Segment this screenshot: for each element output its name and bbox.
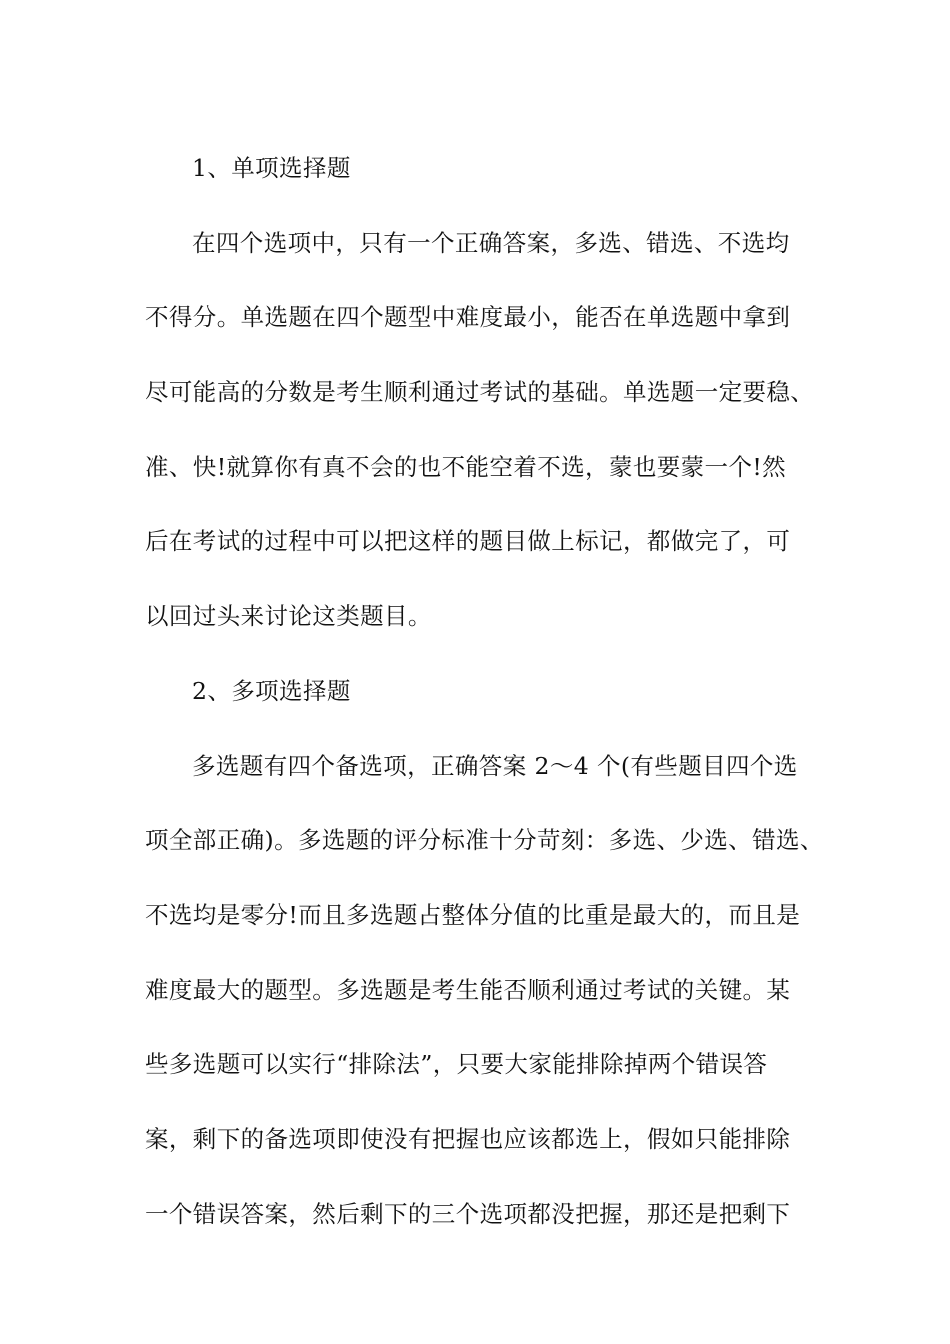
paragraph-line: 后在考试的过程中可以把这样的题目做上标记，都做完了，可 xyxy=(145,527,791,556)
paragraph-line: 难度最大的题型。多选题是考生能否顺利通过考试的关键。某 xyxy=(145,975,791,1004)
paragraph-line: 准、快!就算你有真不会的也不能空着不选，蒙也要蒙一个!然 xyxy=(145,452,787,481)
paragraph-line: 在四个选项中，只有一个正确答案，多选、错选、不选均 xyxy=(192,228,790,257)
paragraph-line: 不得分。单选题在四个题型中难度最小，能否在单选题中拿到 xyxy=(145,303,791,332)
paragraph-line: 以回过头来讨论这类题目。 xyxy=(145,602,432,631)
document-body xyxy=(145,131,825,1251)
section-heading-multiple-choice: 2、多项选择题 xyxy=(192,676,351,705)
paragraph-line: 案，剩下的备选项即使没有把握也应该都选上，假如只能排除 xyxy=(145,1124,791,1153)
section-heading-single-choice: 1、单项选择题 xyxy=(192,154,351,182)
paragraph-line: 一个错误答案，然后剩下的三个选项都没把握，那还是把剩下 xyxy=(145,1199,791,1228)
paragraph-line: 项全部正确)。多选题的评分标准十分苛刻：多选、少选、错选、 xyxy=(145,826,824,855)
paragraph-line: 尽可能高的分数是考生顺利通过考试的基础。单选题一定要稳、 xyxy=(145,378,815,407)
paragraph-line: 多选题有四个备选项，正确答案 2～4 个(有些题目四个选 xyxy=(192,751,798,780)
paragraph-line: 不选均是零分!而且多选题占整体分值的比重是最大的，而且是 xyxy=(145,900,801,929)
paragraph-line: 些多选题可以实行“排除法”，只要大家能排除掉两个错误答 xyxy=(145,1050,768,1079)
